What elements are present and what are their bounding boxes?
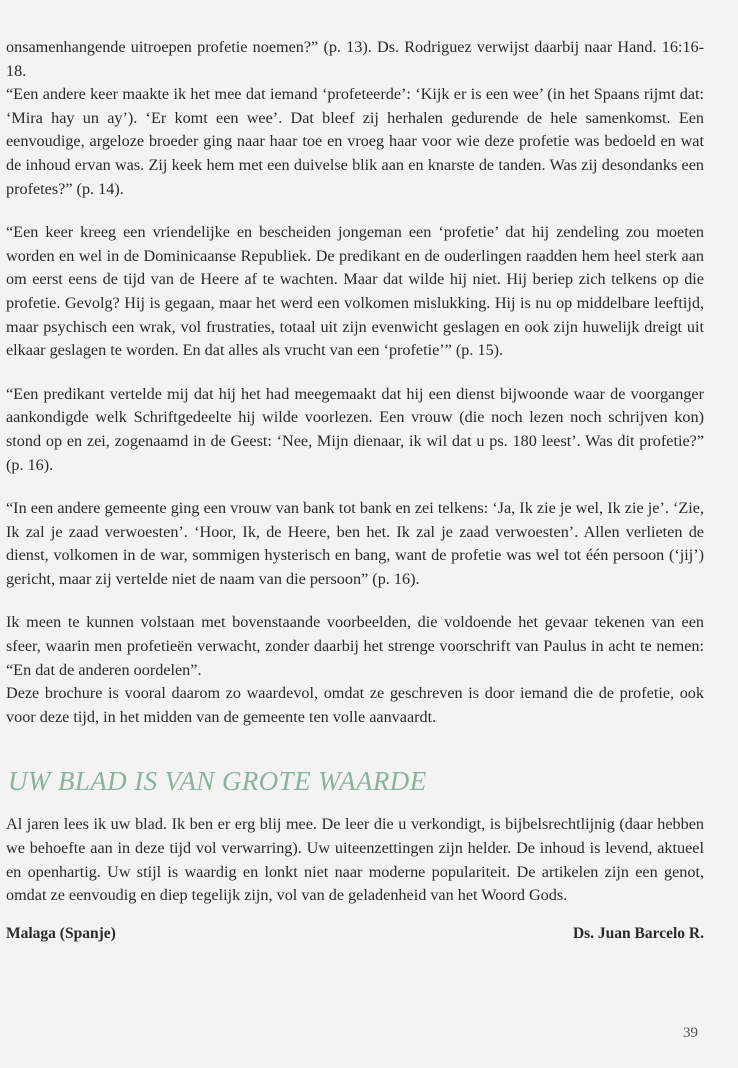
letter-body: Al jaren lees ik uw blad. Ik ben er erg blij mee. De leer die u verkondigt, is bijbelsrechtlijnig (daar hebben we behoefte aan in deze tijd vol verwarring). Uw uiteenzettingen zijn helder. De inhoud is levend, aktueel en openhartig. Uw stijl is waardig en lonkt niet naar moderne populariteit. De artikelen zijn een genot, omdat ze eenvoudig en diep tegelijk zijn, vol van de geladenheid van het Woord Gods. bbox=[6, 815, 704, 905]
paragraph-conclusion: Ik meen te kunnen volstaan met bovenstaande voorbeelden, die voldoende het gevaar tekenen van een sfeer, waarin men profetieën verwacht, zonder daarbij het strenge voorschrift van Paulus in acht te nemen: “En dat de anderen oordelen”. bbox=[6, 613, 704, 679]
signature-line bbox=[6, 925, 704, 943]
page-number: 39 bbox=[683, 1025, 698, 1041]
paragraph-quote-young-man: “Een keer kreeg een vriendelijke en bescheiden jongeman een ‘profetie’ dat hij zendeling zou moeten worden en wel in de Dominicaanse Republiek. De predikant en de ouderlingen raadden hem heel sterk aan om eerst eens de tijd van de Heere af te wachten. Maar dat wilde hij niet. Hij beriep zich telkens op die profetie. Gevolg? Hij is gegaan, maar het werd een volkomen mislukking. Hij is nu op middelbare leeftijd, maar psychisch een wrak, vol frustraties, totaal uit zijn evenwicht geslagen en ook zijn huwelijk dreigt uit elkaar geslagen te worden. En dat alles als vrucht van een ‘profetie’” (p. 15). bbox=[6, 223, 704, 360]
paragraph-intro-continuation: onsamenhangende uitroepen profetie noemen?” (p. 13). Ds. Rodriguez verwijst daarbij naar Hand. 16:16-18. bbox=[6, 38, 704, 80]
paragraph-quote-bank: “In een andere gemeente ging een vrouw van bank tot bank en zei telkens: ‘Ja, Ik zie je wel, Ik zie je’. ‘Zie, Ik zal je zaad verwoesten’. ‘Hoor, Ik, de Heere, ben het. Ik zal je zaad verwoesten’. Allen verlieten de dienst, volkomen in de war, sommigen hysterisch en bang, want de profetie was wel tot één persoon (‘jij’) gericht, maar zij vertelde niet de naam van die persoon” (p. 16). bbox=[6, 499, 704, 588]
signature-author: Ds. Juan Barcelo R. bbox=[572, 924, 704, 942]
signature-location: Malaga (Spanje) bbox=[6, 924, 116, 942]
section-heading: UW BLAD IS VAN GROTE WAARDE bbox=[8, 766, 427, 797]
paragraph-brochure: Deze brochure is vooral daarom zo waardevol, omdat ze geschreven is door iemand die de profetie, ook voor deze tijd, in het midden van de gemeente ten volle aanvaardt. bbox=[6, 684, 704, 726]
paragraph-quote-psalm: “Een predikant vertelde mij dat hij het had meegemaakt dat hij een dienst bijwoonde waar de voorganger aankondigde welk Schriftgedeelte hij wilde voorlezen. Een vrouw (die noch lezen noch schrijven kon) stond op en zei, zogenaamd in de Geest: ‘Nee, Mijn dienaar, ik wil dat u ps. 180 leest’. Was dit profetie?” (p. 16). bbox=[6, 384, 704, 474]
paragraph-quote-wee: “Een andere keer maakte ik het mee dat iemand ‘profeteerde’: ‘Kijk er is een wee’ (in het Spaans rijmt dat: ‘Mira hay un ay’). ‘Er komt een wee’. Dat bleef zij herhalen gedurende de hele samenkomst. Een eenvoudige, argeloze broeder ging naar haar toe en vroeg haar voor wie deze profetie was bedoeld en wat de inhoud ervan was. Zij keek hem met een duivelse blik aan en knarste de tanden. Was zij desondanks een profetes?” (p. 14). bbox=[6, 85, 704, 198]
